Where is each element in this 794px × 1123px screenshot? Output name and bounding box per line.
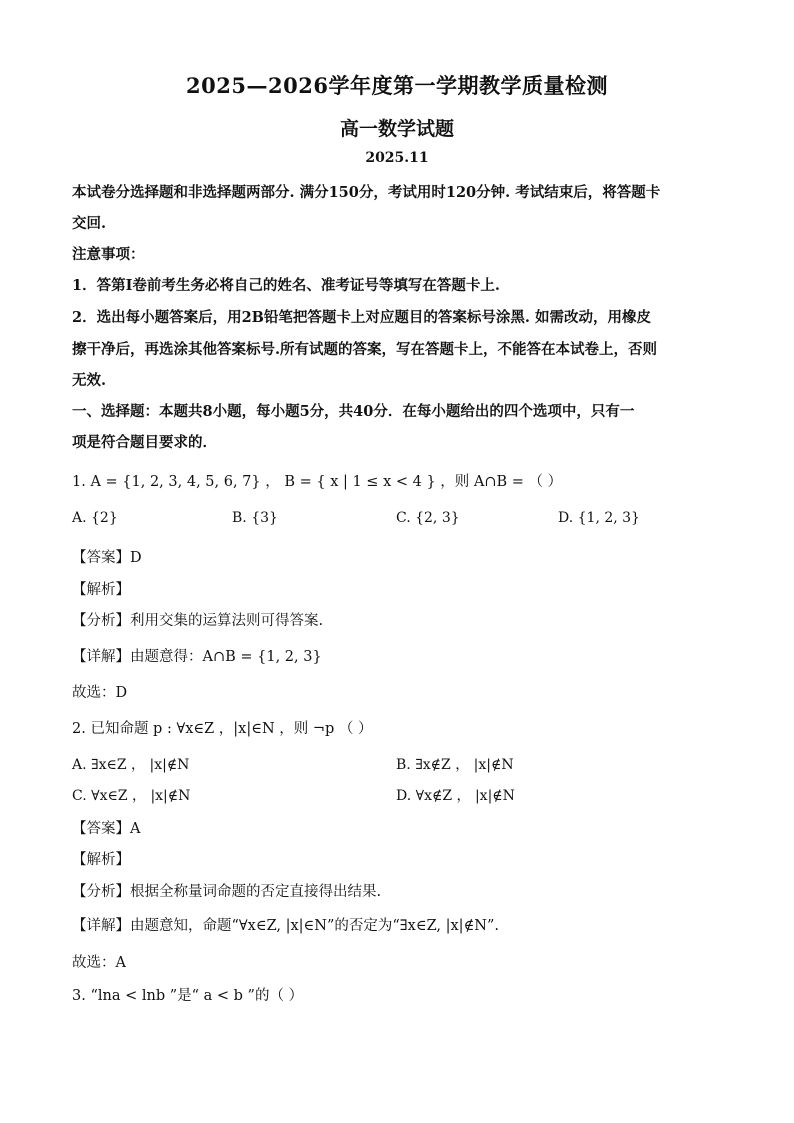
q2-option-c: C. ∀x∈Z ， |x|∉N (72, 788, 191, 804)
q1-stem: 1. A = {1, 2, 3, 4, 5, 6, 7} ， B = { x | 1 ≤ x < 4 } ，则 A∩B = （ ） (72, 474, 563, 490)
notice-title: 注意事项： (72, 246, 145, 263)
q2-stem: 2. 已知命题 p : ∀x∈Z ，|x|∈N ，则 ¬p （ ） (72, 721, 373, 737)
q1-choice: 故选：D (72, 685, 128, 701)
q1-fenxi: 【分析】利用交集的运算法则可得答案. (72, 613, 324, 629)
q1-analysis-label: 【解析】 (72, 582, 130, 598)
q1-answer: 【答案】D (72, 550, 142, 566)
intro-line-2: 交回. (72, 215, 107, 232)
q2-analysis-label: 【解析】 (72, 852, 130, 868)
q2-answer: 【答案】A (72, 821, 141, 837)
section-heading-line-2: 项是符合题目要求的． (72, 434, 217, 451)
note-2-line-2: 擦干净后，再选涂其他答案标号.所有试题的答案，写在答题卡上，不能答在本试卷上，否则 (72, 341, 658, 358)
exam-title: 2025—2026学年度第一学期教学质量检测 (186, 73, 608, 98)
note-1: 1．答第I卷前考生务必将自己的姓名、准考证号等填写在答题卡上. (72, 277, 500, 294)
section-heading-line-1: 一、选择题：本题共8小题，每小题5分，共40分．在每小题给出的四个选项中，只有一 (72, 403, 635, 420)
note-2-line-3: 无效. (72, 372, 107, 389)
q2-detail: 【详解】由题意知，命题“∀x∈Z, |x|∈N”的否定为“∃x∈Z, |x|∉N”. (72, 918, 500, 934)
q2-option-b: B. ∃x∉Z ， |x|∉N (396, 757, 514, 773)
q2-option-d: D. ∀x∉Z ， |x|∉N (396, 788, 515, 804)
note-2-line-1: 2．选出每小题答案后，用2B铅笔把答题卡上对应题目的答案标号涂黑. 如需改动，用橡皮 (72, 309, 652, 326)
q3-stem: 3. “lna < lnb ”是“ a < b ”的（ ） (72, 988, 304, 1004)
q1-option-a: A. {2} (72, 510, 118, 526)
exam-date: 2025.11 (365, 150, 429, 166)
exam-subtitle: 高一数学试题 (339, 118, 454, 140)
q2-option-a: A. ∃x∈Z ， |x|∉N (72, 757, 190, 773)
intro-line-1: 本试卷分选择题和非选择题两部分. 满分150分，考试用时120分钟. 考试结束后，将答题卡 (72, 184, 661, 201)
q1-option-d: D. {1, 2, 3} (558, 510, 640, 526)
q2-fenxi: 【分析】根据全称量词命题的否定直接得出结果. (72, 884, 382, 900)
q1-option-c: C. {2, 3} (396, 510, 460, 526)
q1-detail: 【详解】由题意得：A∩B = {1, 2, 3} (72, 649, 322, 665)
q2-choice: 故选：A (72, 955, 126, 971)
q1-option-b: B. {3} (232, 510, 278, 526)
